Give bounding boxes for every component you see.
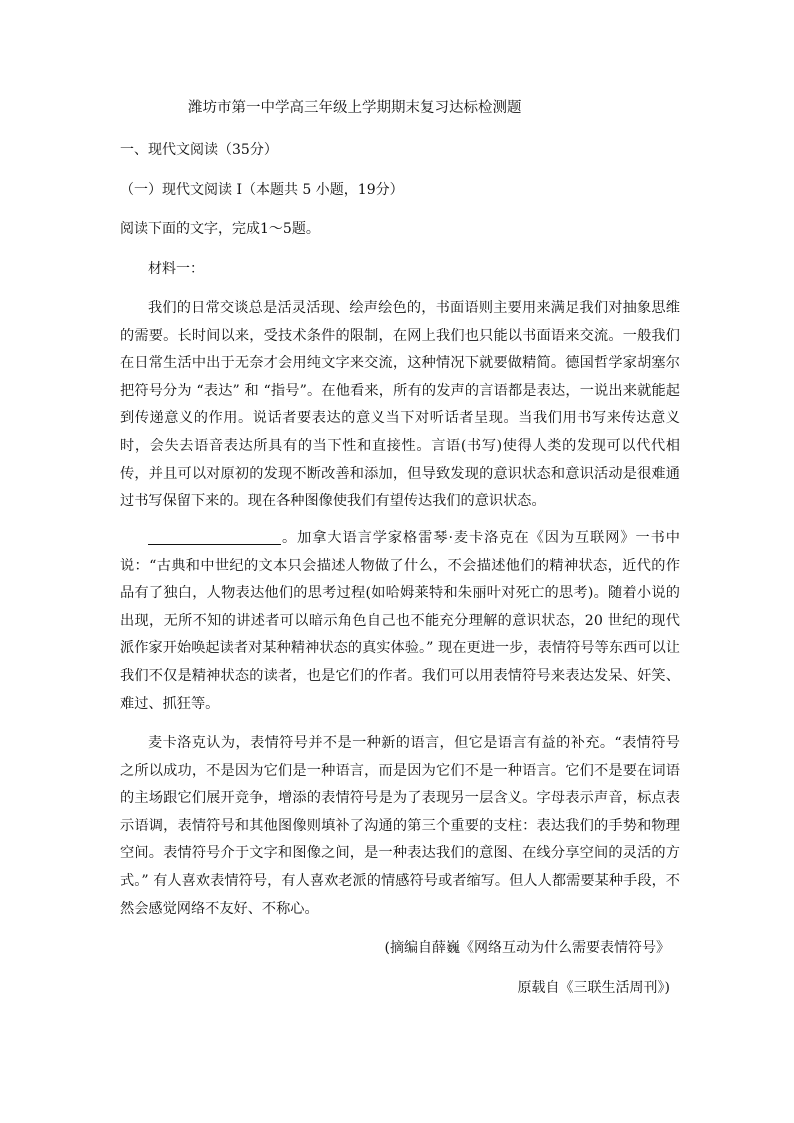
fill-in-blank (148, 530, 281, 545)
material-label: 材料一： (148, 261, 204, 277)
instruction-text: 阅读下面的文字，完成1～5题。 (120, 221, 320, 237)
paragraph-2-text: 。加拿大语言学家格雷琴·麦卡洛克在《因为互联网》一书中说：“古典和中世纪的文本只会描述人物做了什么，不会描述他们的精神状态，近代的作品有了独白，人物表达他们的思考过程(如哈姆莱特和朱丽叶对死亡的思考)。随着小说的出现，无所不知的讲述者可以暗示角色自己也不能充分理解的意识状态，20 世纪的现代派作家开始唤起读者对某种精神状态的真实体验。” 现在更进一步，表情符号等东西可以让我们不仅是精神状态的读者，也是它们的作者。我们可以用表情符号来表达发呆、奸笑、难过、抓狂等。 (120, 530, 680, 712)
paragraph-3: 麦卡洛克认为，表情符号并不是一种新的语言，但它是语言有益的补充。“表情符号之所以成功，不是因为它们是一种语言，而是因为它们不是一种语言。它们不是要在词语的主场跟它们展开竞争，增添的表情符号是为了表现另一层含义。字母表示声音，标点表示语调，表情符号和其他图像则填补了沟通的第三个重要的支柱：表达我们的手势和物理空间。表情符号介于文字和图像之间，是一种表达我们的意图、在线分享空间的灵活的方式。” 有人喜欢表情符号，有人喜欢老派的情感符号或者缩写。但人人都需要某种手段，不然会感觉网络不友好、不称心。 (120, 735, 680, 917)
document-title: 潍坊市第一中学高三年级上学期期末复习达标检测题 (188, 100, 522, 116)
paragraph-1: 我们的日常交谈总是活灵活现、绘声绘色的，书面语则主要用来满足我们对抽象思维的需要。长时间以来，受技术条件的限制，在网上我们也只能以书面语来交流。一般我们在日常生活中出于无奈才会用纯文字来交流，这种情况下就要做精简。德国哲学家胡塞尔把符号分为 “表达” 和 “指号”。在他看来，所有的发声的言语都是表达，一说出来就能起到传递意义的作用。说话者要表达的意义当下对听话者呈现。当我们用书写来传达意义时，会失去语音表达所具有的当下性和直接性。言语(书写)使得人类的发现可以代代相传，并且可以对原初的发现不断改善和添加，但导致发现的意识状态和意识活动是很难通过书写保留下来的。现在各种图像使我们有望传达我们的意识状态。 (120, 300, 680, 510)
subsection-heading: （一）现代文阅读 I（本题共 5 小题，19分） (120, 182, 404, 198)
source-origin: 原载自《三联生活周刊》) (517, 980, 670, 996)
source-citation: (摘编自薛巍《网络互动为什么需要表情符号》 (384, 940, 670, 956)
paragraph-2 (120, 525, 680, 718)
section-heading: 一、现代文阅读（35分） (120, 142, 278, 158)
